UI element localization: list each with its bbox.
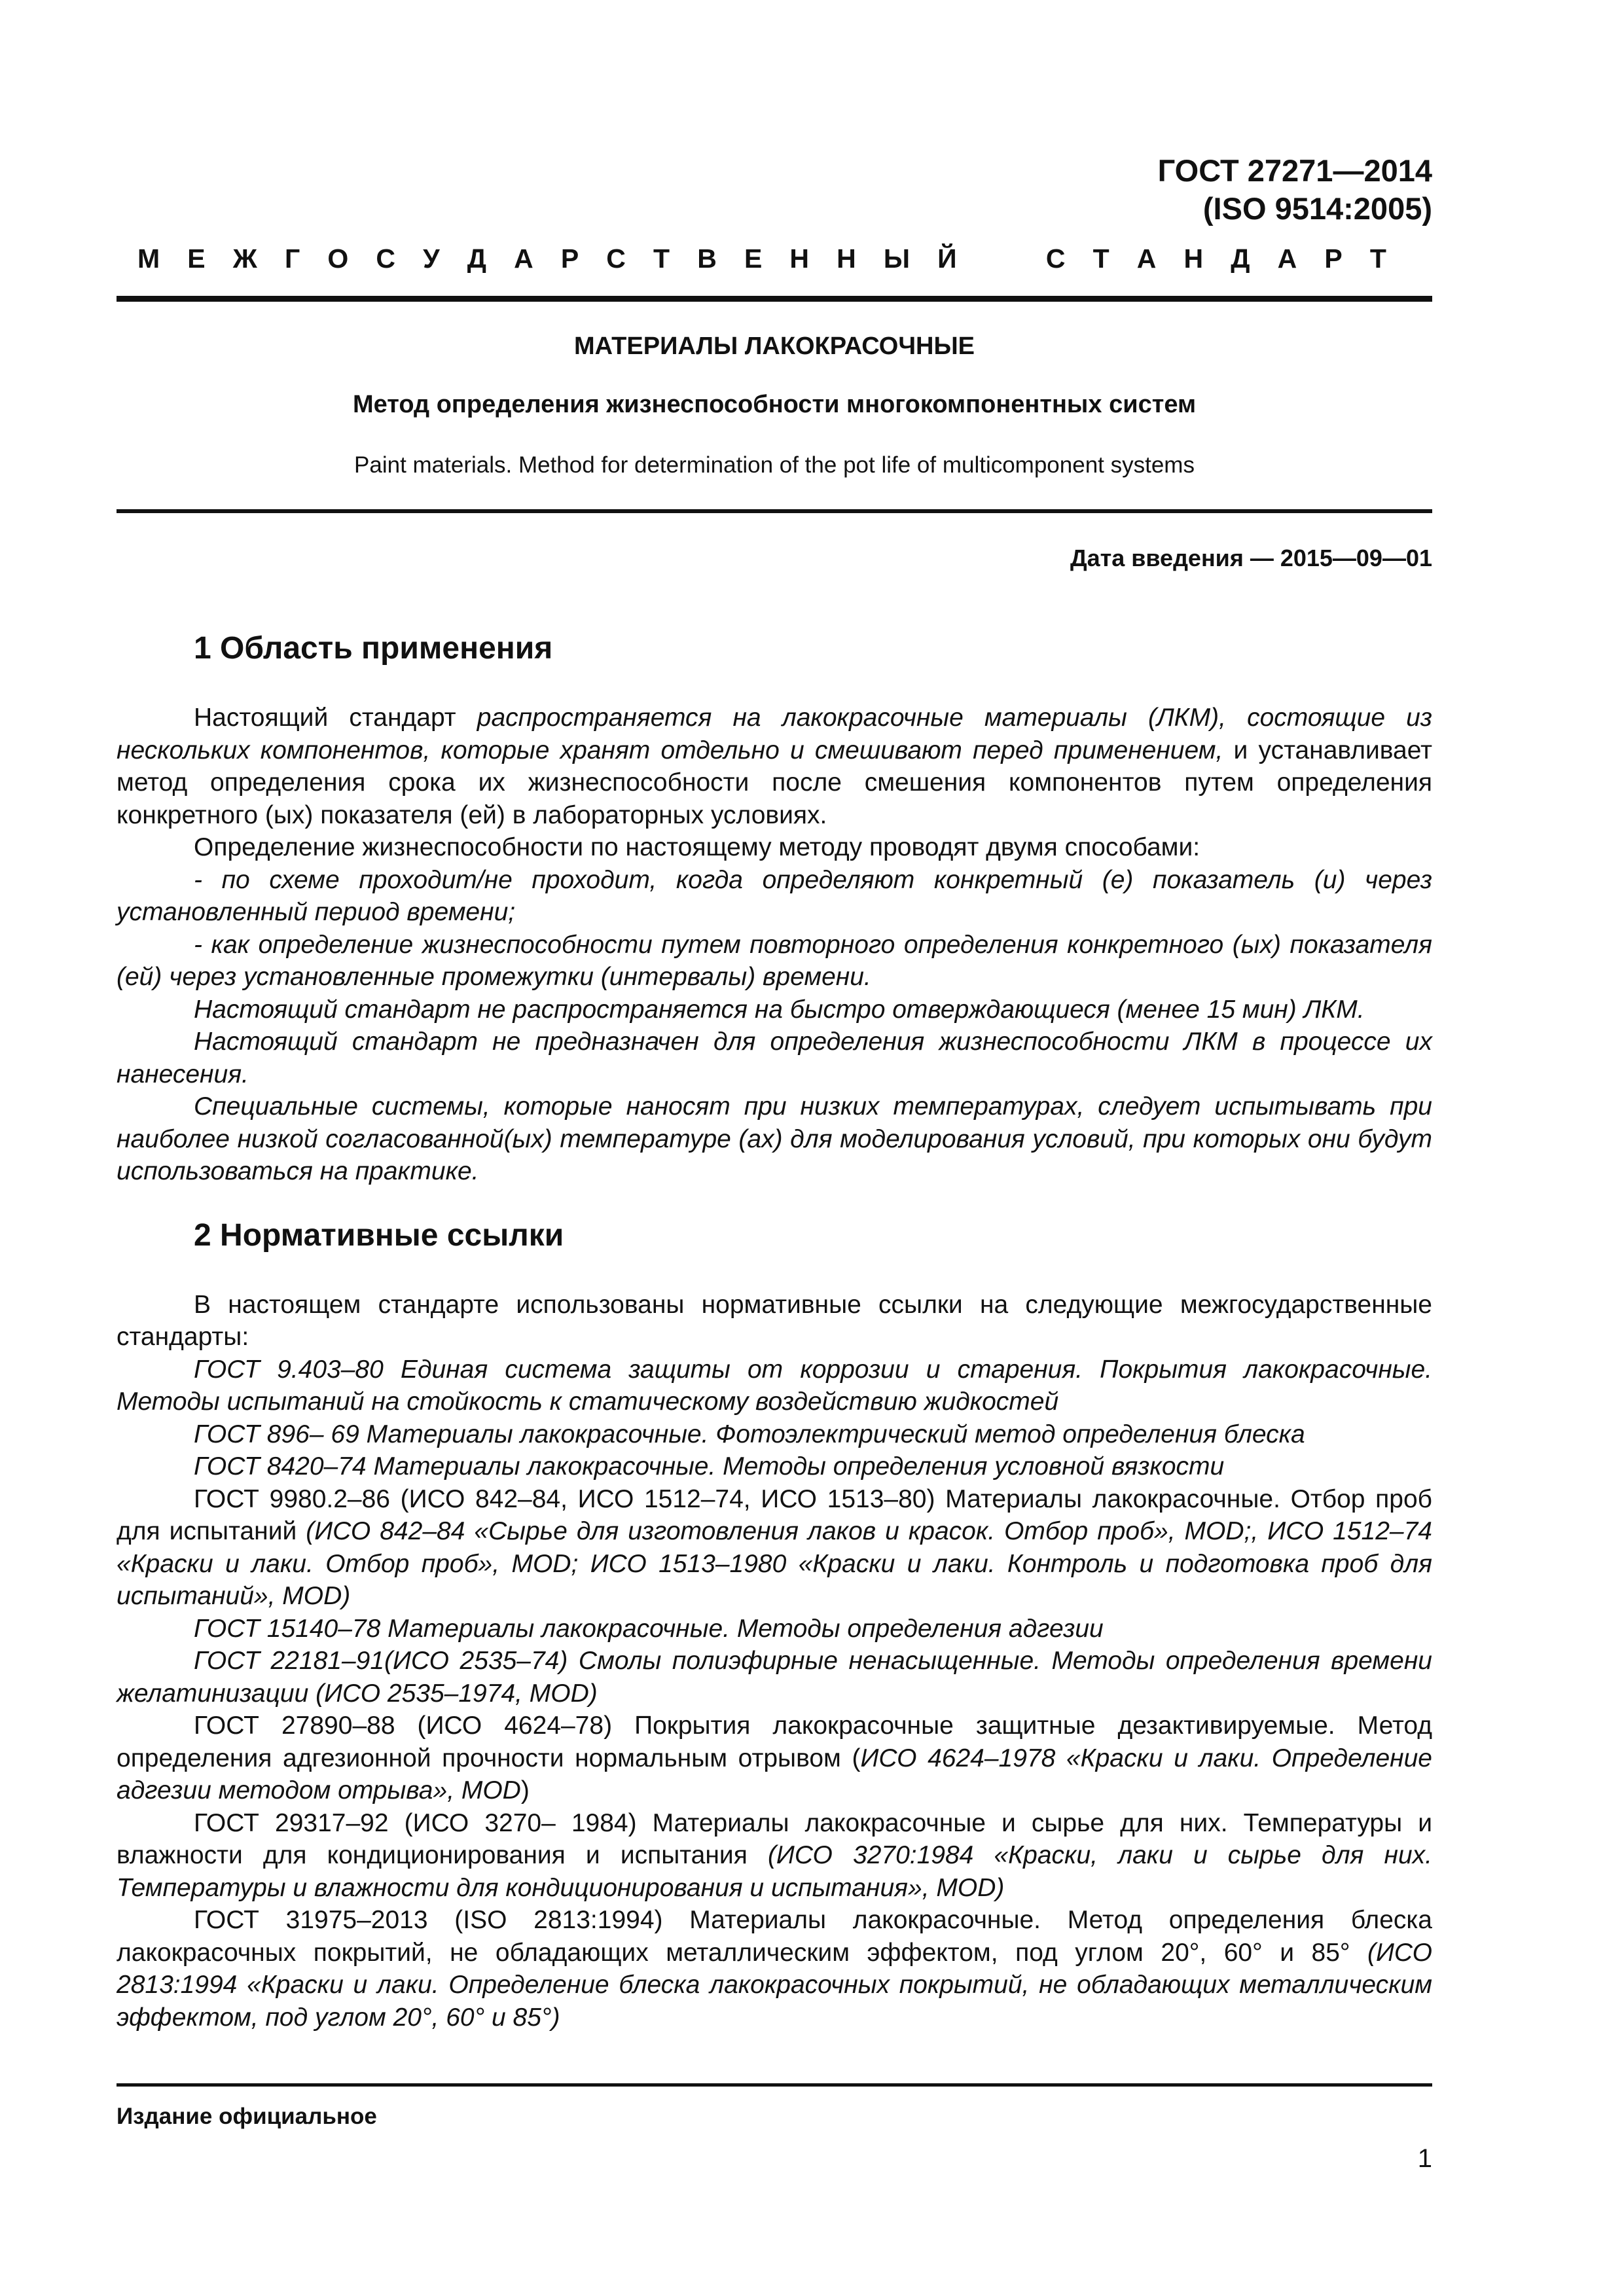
letter: Т xyxy=(1369,243,1386,274)
word-gap xyxy=(984,243,1019,283)
letter: Й xyxy=(937,243,957,274)
text-run: ГОСТ 9980.2–86 (ИСО 842–84, ИСО 1512–74, ИСО 1513–80) Материалы лакокрасочные. Отбор проб для испытаний xyxy=(117,1484,1432,1545)
italic-run: Настоящий стандарт не распространяется на быстро отверждающиеся (менее 15 мин) ЛКМ. xyxy=(194,995,1365,1024)
section-heading-scope: 1 Область применения xyxy=(194,631,553,666)
italic-run: (ИСО 842–84 «Сырье для изготовления лаков и красок. Отбор проб», MOD;, ИСО 1512–74 «Краски и лаки. Отбор проб», MOD; ИСО 1513–1980 «Краски и лаки. Контроль и подготовка проб для испытаний», MOD) xyxy=(117,1517,1432,1610)
reference-item xyxy=(117,1904,1432,2034)
paragraph: В настоящем стандарте использованы нормативные ссылки на следующие межгосударственные стандарты: xyxy=(117,1290,1432,1351)
document-page xyxy=(117,0,1432,2296)
italic-run: Специальные системы, которые наносят при низких температурах, следует испытывать при наиболее низкой согласованной(ых) температуре (ах) для моделирования условий, при которых они будут использоваться на практике. xyxy=(117,1092,1432,1185)
paragraph xyxy=(117,702,1432,831)
footer-divider xyxy=(117,2083,1432,2087)
letter: Н xyxy=(1183,243,1204,274)
text-run: и устанавливает метод определения срока их жизнеспособности после смешения компонентов путем определения конкретного (ых) показателя (ей) в лабораторных условиях. xyxy=(117,736,1432,829)
reference-item xyxy=(117,1418,1432,1451)
letter: М xyxy=(137,243,160,274)
letter: Д xyxy=(1231,243,1250,274)
text-run: Настоящий стандарт xyxy=(194,704,477,732)
italic-run: ГОСТ 9.403–80 Единая система защиты от коррозии и старения. Покрытия лакокрасочные. Методы испытаний на стойкость к статическому воздействию жидкостей xyxy=(117,1355,1432,1416)
italic-run: ГОСТ 15140–78 Материалы лакокрасочные. Методы определения адгезии xyxy=(194,1614,1104,1643)
letter: Р xyxy=(560,243,579,274)
italic-run: ГОСТ 896– 69 Материалы лакокрасочные. Фотоэлектрический метод определения блеска xyxy=(194,1420,1305,1448)
header-divider xyxy=(117,296,1432,302)
letter: С xyxy=(376,243,395,274)
italic-run: - по схеме проходит/не проходит, когда определяют конкретный (е) показатель (и) через установленный период времени; xyxy=(117,865,1432,926)
letter: Н xyxy=(789,243,810,274)
letter: О xyxy=(327,243,349,274)
letter: Е xyxy=(744,243,763,274)
italic-run: ГОСТ 8420–74 Материалы лакокрасочные. Методы определения условной вязкости xyxy=(194,1452,1225,1480)
document-title: МАТЕРИАЛЫ ЛАКОКРАСОЧНЫЕ xyxy=(573,332,975,360)
paragraph xyxy=(117,864,1432,929)
standard-number: ГОСТ 27271—2014 xyxy=(1157,153,1432,188)
paragraph xyxy=(117,1026,1432,1090)
paragraph: Определение жизнеспособности по настоящему методу проводят двумя способами: xyxy=(194,833,1200,861)
reference-item xyxy=(117,1807,1432,1905)
introduction-date: Дата введения — 2015—09—01 xyxy=(1070,545,1432,571)
letter: А xyxy=(514,243,533,274)
reference-item xyxy=(117,1645,1432,1710)
interstate-standard-label xyxy=(137,243,1386,283)
letter: Ж xyxy=(232,243,257,274)
letter: Т xyxy=(1092,243,1110,274)
letter: Т xyxy=(653,243,670,274)
reference-item xyxy=(117,1710,1432,1807)
reference-item xyxy=(117,1354,1432,1418)
letter: Е xyxy=(187,243,206,274)
letter: А xyxy=(1136,243,1157,274)
document-subtitle: Метод определения жизнеспособности многокомпонентных систем xyxy=(352,391,1197,418)
letter: В xyxy=(697,243,717,274)
official-edition-label: Издание официальное xyxy=(117,2104,377,2129)
english-title: Paint materials. Method for determination of the pot life of multicomponent systems xyxy=(354,452,1195,478)
document-body xyxy=(117,630,1432,2034)
letter: С xyxy=(1045,243,1066,274)
reference-item xyxy=(117,1450,1432,1483)
italic-run: - как определение жизнеспособности путем повторного определения конкретного (ых) показателя (ей) через установленные промежутки (интервалы) времени. xyxy=(117,930,1432,991)
italic-run: (ИСО 2813:1994 «Краски и лаки. Определение блеска лакокрасочных покрытий, не обладающих металлическим эффектом, под углом 20°, 60° и 85°) xyxy=(117,1938,1432,2032)
title-divider xyxy=(117,509,1432,513)
text-run: ГОСТ 27890–88 (ИСО 4624–78) Покрытия лакокрасочные защитные дезактивируемые. Метод определения адгезионной прочности нормальным отрывом ( xyxy=(117,1712,1432,1772)
iso-number: (ISO 9514:2005) xyxy=(1202,191,1432,226)
page-number: 1 xyxy=(1417,2144,1432,2173)
standard-number-block xyxy=(1158,152,1432,228)
italic-run: ИСО 4624–1978 «Краски и лаки. Определение адгезии методом отрыва», MOD xyxy=(117,1744,1432,1804)
paragraph xyxy=(117,994,1432,1026)
text-run: ГОСТ 29317–92 (ИСО 3270– 1984) Материалы лакокрасочные и сырье для них. Температуры и влажности для кондиционирования и испытания xyxy=(117,1808,1432,1869)
letter: Р xyxy=(1324,243,1343,274)
letter: Н xyxy=(837,243,856,274)
italic-run: ГОСТ 22181–91(ИСО 2535–74) Смолы полиэфирные ненасыщенные. Методы определения времени желатинизации (ИСО 2535–1974, MOD) xyxy=(117,1647,1432,1708)
reference-item xyxy=(117,1613,1432,1645)
letter: Ы xyxy=(883,243,911,274)
reference-item xyxy=(117,1483,1432,1613)
italic-run: Настоящий стандарт не предназначен для определения жизнеспособности ЛКМ в процессе их нанесения. xyxy=(117,1028,1432,1088)
paragraph xyxy=(117,929,1432,994)
italic-run: (ИСО 3270:1984 «Краски, лаки и сырье для них. Температуры и влажности для кондиционирования и испытания», MOD) xyxy=(117,1841,1432,1902)
letter: А xyxy=(1277,243,1297,274)
text-run: ГОСТ 31975–2013 (ISO 2813:1994) Материалы лакокрасочные. Метод определения блеска лакокрасочных покрытий, не обладающих металлическим эффектом, под углом 20°, 60° и 85° xyxy=(117,1906,1432,1967)
section-heading-references: 2 Нормативные ссылки xyxy=(194,1217,564,1253)
letter: Д xyxy=(467,243,486,274)
italic-run: распространяется на лакокрасочные материалы (ЛКМ), состоящие из нескольких компонентов, которые хранят отдельно и смешивают перед применением, xyxy=(117,704,1432,764)
paragraph xyxy=(117,1090,1432,1188)
letter: С xyxy=(606,243,626,274)
letter: У xyxy=(423,243,440,274)
letter: Г xyxy=(284,243,300,274)
text-run: ) xyxy=(520,1776,530,1804)
